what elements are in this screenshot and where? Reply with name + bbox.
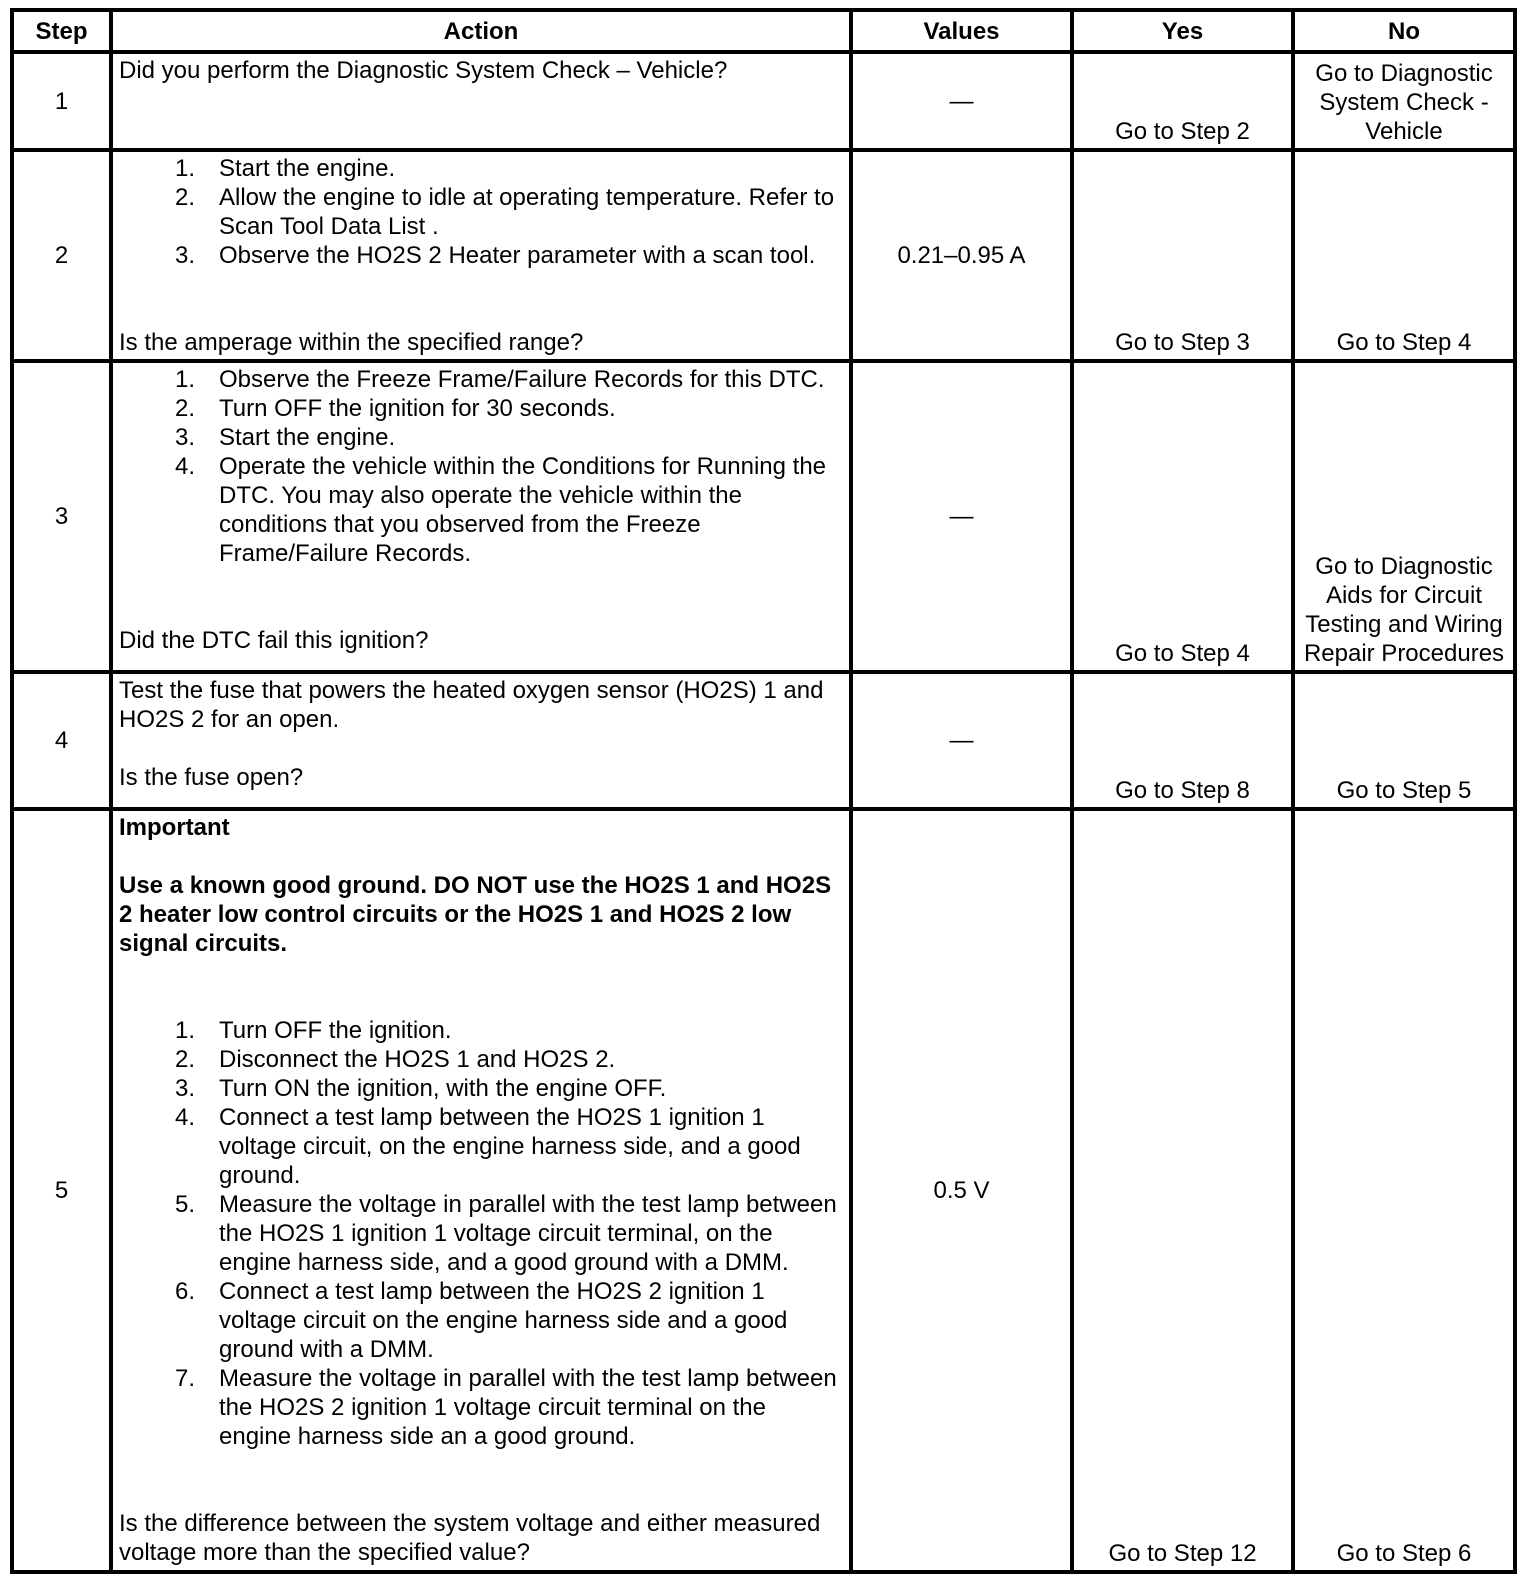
no-cell: Go to Step 6: [1293, 809, 1515, 1572]
procedure-item: 2. Disconnect the HO2S 1 and HO2S 2.: [174, 1046, 616, 1073]
procedure-item: 3. Observe the HO2S 2 Heater parameter with a scan tool.: [174, 242, 816, 269]
yes-cell: Go to Step 3: [1072, 150, 1293, 361]
action-cell: [111, 672, 851, 809]
value-cell: —: [851, 361, 1072, 672]
table-row: [12, 52, 1515, 150]
procedure-list: [119, 365, 843, 568]
step-number: 3: [12, 361, 111, 672]
action-text: Test the fuse that powers the heated oxygen sensor (HO2S) 1 and HO2S 2 for an open.: [119, 677, 824, 733]
question-text: Did the DTC fail this ignition?: [119, 627, 429, 654]
no-cell: Go to Diagnostic Aids for Circuit Testing and Wiring Repair Procedures: [1293, 361, 1515, 672]
important-note: Use a known good ground. DO NOT use the HO2S 1 and HO2S 2 heater low control circuits or the HO2S 1 and HO2S 2 low signal circuits.: [119, 872, 832, 957]
procedure-item: 5. Measure the voltage in parallel with the test lamp between the HO2S 1 ignition 1 voltage circuit terminal, on the engine harness side, and a good ground with a DMM.: [174, 1191, 837, 1276]
action-cell: [111, 52, 851, 150]
yes-cell: Go to Step 12: [1072, 809, 1293, 1572]
procedure-item: 7. Measure the voltage in parallel with the test lamp between the HO2S 2 ignition 1 voltage circuit terminal on the engine harness side an a good ground.: [174, 1365, 837, 1450]
procedure-item: 1. Start the engine.: [174, 155, 396, 182]
no-cell: Go to Step 4: [1293, 150, 1515, 361]
question-text: Is the difference between the system voltage and either measured voltage more than the specified value?: [119, 1510, 821, 1566]
procedure-item: 3. Start the engine.: [174, 424, 396, 451]
procedure-item: 2. Turn OFF the ignition for 30 seconds.: [174, 395, 616, 422]
diagnostic-table: [10, 8, 1517, 1574]
value-cell: —: [851, 52, 1072, 150]
table-row: [12, 672, 1515, 809]
question-text: Is the fuse open?: [119, 764, 304, 791]
table-row: [12, 361, 1515, 672]
question-text: Is the amperage within the specified range?: [119, 329, 584, 356]
procedure-item: 6. Connect a test lamp between the HO2S 2 ignition 1 voltage circuit on the engine harness side and a good ground with a DMM.: [174, 1278, 788, 1363]
procedure-item: 4. Connect a test lamp between the HO2S 1 ignition 1 voltage circuit, on the engine harness side, and a good ground.: [174, 1104, 801, 1189]
important-title: Important: [119, 814, 230, 841]
procedure-item: 4. Operate the vehicle within the Conditions for Running the DTC. You may also operate the vehicle within the conditions that you observed from the Freeze Frame/Failure Records.: [174, 453, 827, 567]
step-number: 2: [12, 150, 111, 361]
procedure-item: 3. Turn ON the ignition, with the engine OFF.: [174, 1075, 667, 1102]
header-step: Step: [12, 10, 111, 52]
yes-cell: Go to Step 2: [1072, 52, 1293, 150]
value-cell: —: [851, 672, 1072, 809]
header-yes: Yes: [1072, 10, 1293, 52]
header-action: Action: [111, 10, 851, 52]
table-row: [12, 809, 1515, 1572]
action-cell: [111, 150, 851, 361]
procedure-item: 1. Turn OFF the ignition.: [174, 1017, 452, 1044]
procedure-list: [119, 1016, 843, 1451]
action-cell: [111, 361, 851, 672]
procedure-item: 1. Observe the Freeze Frame/Failure Records for this DTC.: [174, 366, 825, 393]
table-row: [12, 150, 1515, 361]
action-text: Did you perform the Diagnostic System Check – Vehicle?: [119, 57, 728, 84]
no-cell: Go to Step 5: [1293, 672, 1515, 809]
yes-cell: Go to Step 8: [1072, 672, 1293, 809]
step-number: 1: [12, 52, 111, 150]
value-cell: 0.5 V: [851, 809, 1072, 1572]
action-cell: [111, 809, 851, 1572]
value-cell: 0.21–0.95 A: [851, 150, 1072, 361]
header-no: No: [1293, 10, 1515, 52]
procedure-item: 2. Allow the engine to idle at operating temperature. Refer to Scan Tool Data List .: [174, 184, 835, 240]
header-row: [12, 10, 1515, 52]
step-number: 5: [12, 809, 111, 1572]
no-cell: Go to Diagnostic System Check - Vehicle: [1293, 52, 1515, 150]
step-number: 4: [12, 672, 111, 809]
yes-cell: Go to Step 4: [1072, 361, 1293, 672]
header-values: Values: [851, 10, 1072, 52]
procedure-list: [119, 154, 843, 270]
